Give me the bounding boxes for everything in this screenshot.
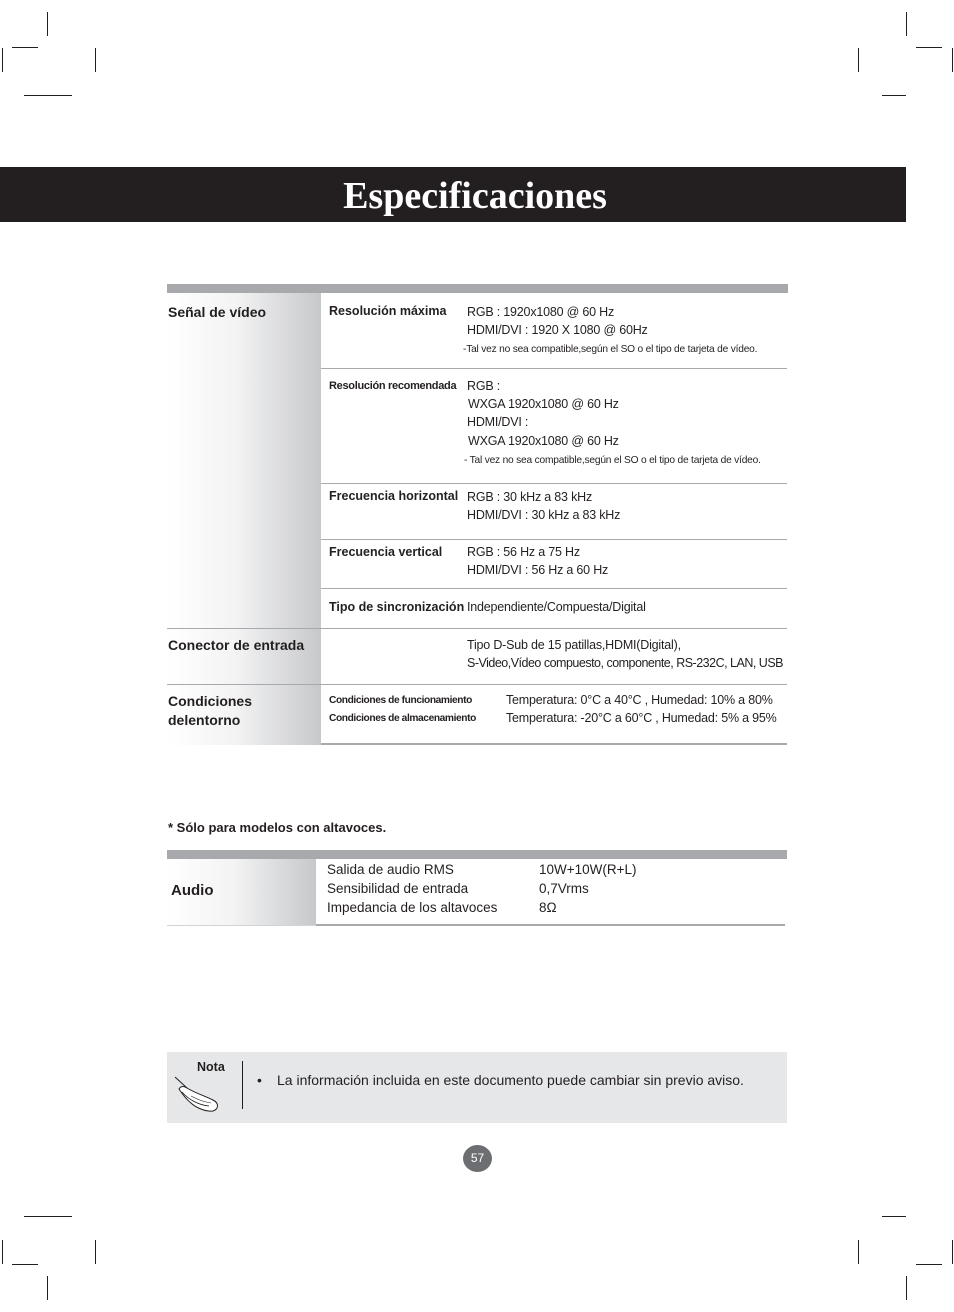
value-tipo-sincronizacion: Independiente/Compuesta/Digital [467,600,646,614]
value-resolucion-maxima-hdmi: HDMI/DVI : 1920 X 1080 @ 60Hz [467,323,648,337]
label-conector-entrada: Conector de entrada [168,637,305,653]
label-audio: Audio [171,882,214,899]
value-conector-line2: S-Video,Vídeo compuesto, componente, RS-232C, LAN, USB [467,656,784,670]
value-resolucion-maxima-rgb: RGB : 1920x1080 @ 60 Hz [467,305,615,319]
label-frecuencia-horizontal: Frecuencia horizontal [329,489,459,503]
label-condiciones-line1: Condiciones [168,693,253,709]
note-bullet: • [257,1072,262,1088]
value-resolucion-recomendada-hdmi-mode: WXGA 1920x1080 @ 60 Hz [468,434,619,448]
value-condiciones-almacenamiento: Temperatura: -20°C a 60°C , Humedad: 5% a 95% [506,711,777,725]
audio-row-name-sensibilidad: Sensibilidad de entrada [327,881,469,896]
value-frecuencia-horizontal-rgb: RGB : 30 kHz a 83 kHz [467,490,593,504]
audio-row-value-impedancia: 8Ω [539,900,557,915]
label-senal-video: Señal de vídeo [168,304,267,320]
label-condiciones-almacenamiento: Condiciones de almacenamiento [329,713,476,724]
pencil-hand-icon [173,1075,221,1115]
label-resolucion-recomendada: Resolución recomendada [329,380,457,392]
label-tipo-sincronizacion: Tipo de sincronización [329,600,465,614]
note-resolucion-maxima: -Tal vez no sea compatible,según el SO o el tipo de tarjeta de vídeo. [463,344,758,355]
audio-row-name-impedancia: Impedancia de los altavoces [327,900,498,915]
page-number: 57 [463,1145,492,1172]
speaker-models-note: * Sólo para modelos con altavoces. [168,820,387,835]
audio-row-name-rms: Salida de audio RMS [327,862,454,877]
value-condiciones-funcionamiento: Temperatura: 0°C a 40°C , Humedad: 10% a 80% [506,693,773,707]
note-text: La información incluida en este documento puede cambiar sin previo aviso. [277,1072,744,1088]
note-label: Nota [197,1060,225,1074]
value-frecuencia-vertical-hdmi: HDMI/DVI : 56 Hz a 60 Hz [467,563,609,577]
page-title: Especificaciones [343,175,607,217]
value-conector-line1: Tipo D-Sub de 15 patillas,HDMI(Digital), [467,638,681,652]
value-resolucion-recomendada-rgb-mode: WXGA 1920x1080 @ 60 Hz [468,397,619,411]
label-frecuencia-vertical: Frecuencia vertical [329,545,443,559]
value-resolucion-recomendada-rgb: RGB : [467,379,501,393]
audio-row-value-sensibilidad: 0,7Vrms [539,881,589,896]
value-resolucion-recomendada-hdmi: HDMI/DVI : [467,415,529,429]
note-divider [242,1061,243,1109]
audio-row-value-rms: 10W+10W(R+L) [539,862,637,877]
label-condiciones-line2: delentorno [168,712,241,728]
value-frecuencia-vertical-rgb: RGB : 56 Hz a 75 Hz [467,545,580,559]
label-condiciones-funcionamiento: Condiciones de funcionamiento [329,695,472,706]
label-resolucion-maxima: Resolución máxima [329,304,447,318]
note-resolucion-recomendada: - Tal vez no sea compatible,según el SO o el tipo de tarjeta de vídeo. [464,455,761,466]
value-frecuencia-horizontal-hdmi: HDMI/DVI : 30 kHz a 83 kHz [467,508,621,522]
